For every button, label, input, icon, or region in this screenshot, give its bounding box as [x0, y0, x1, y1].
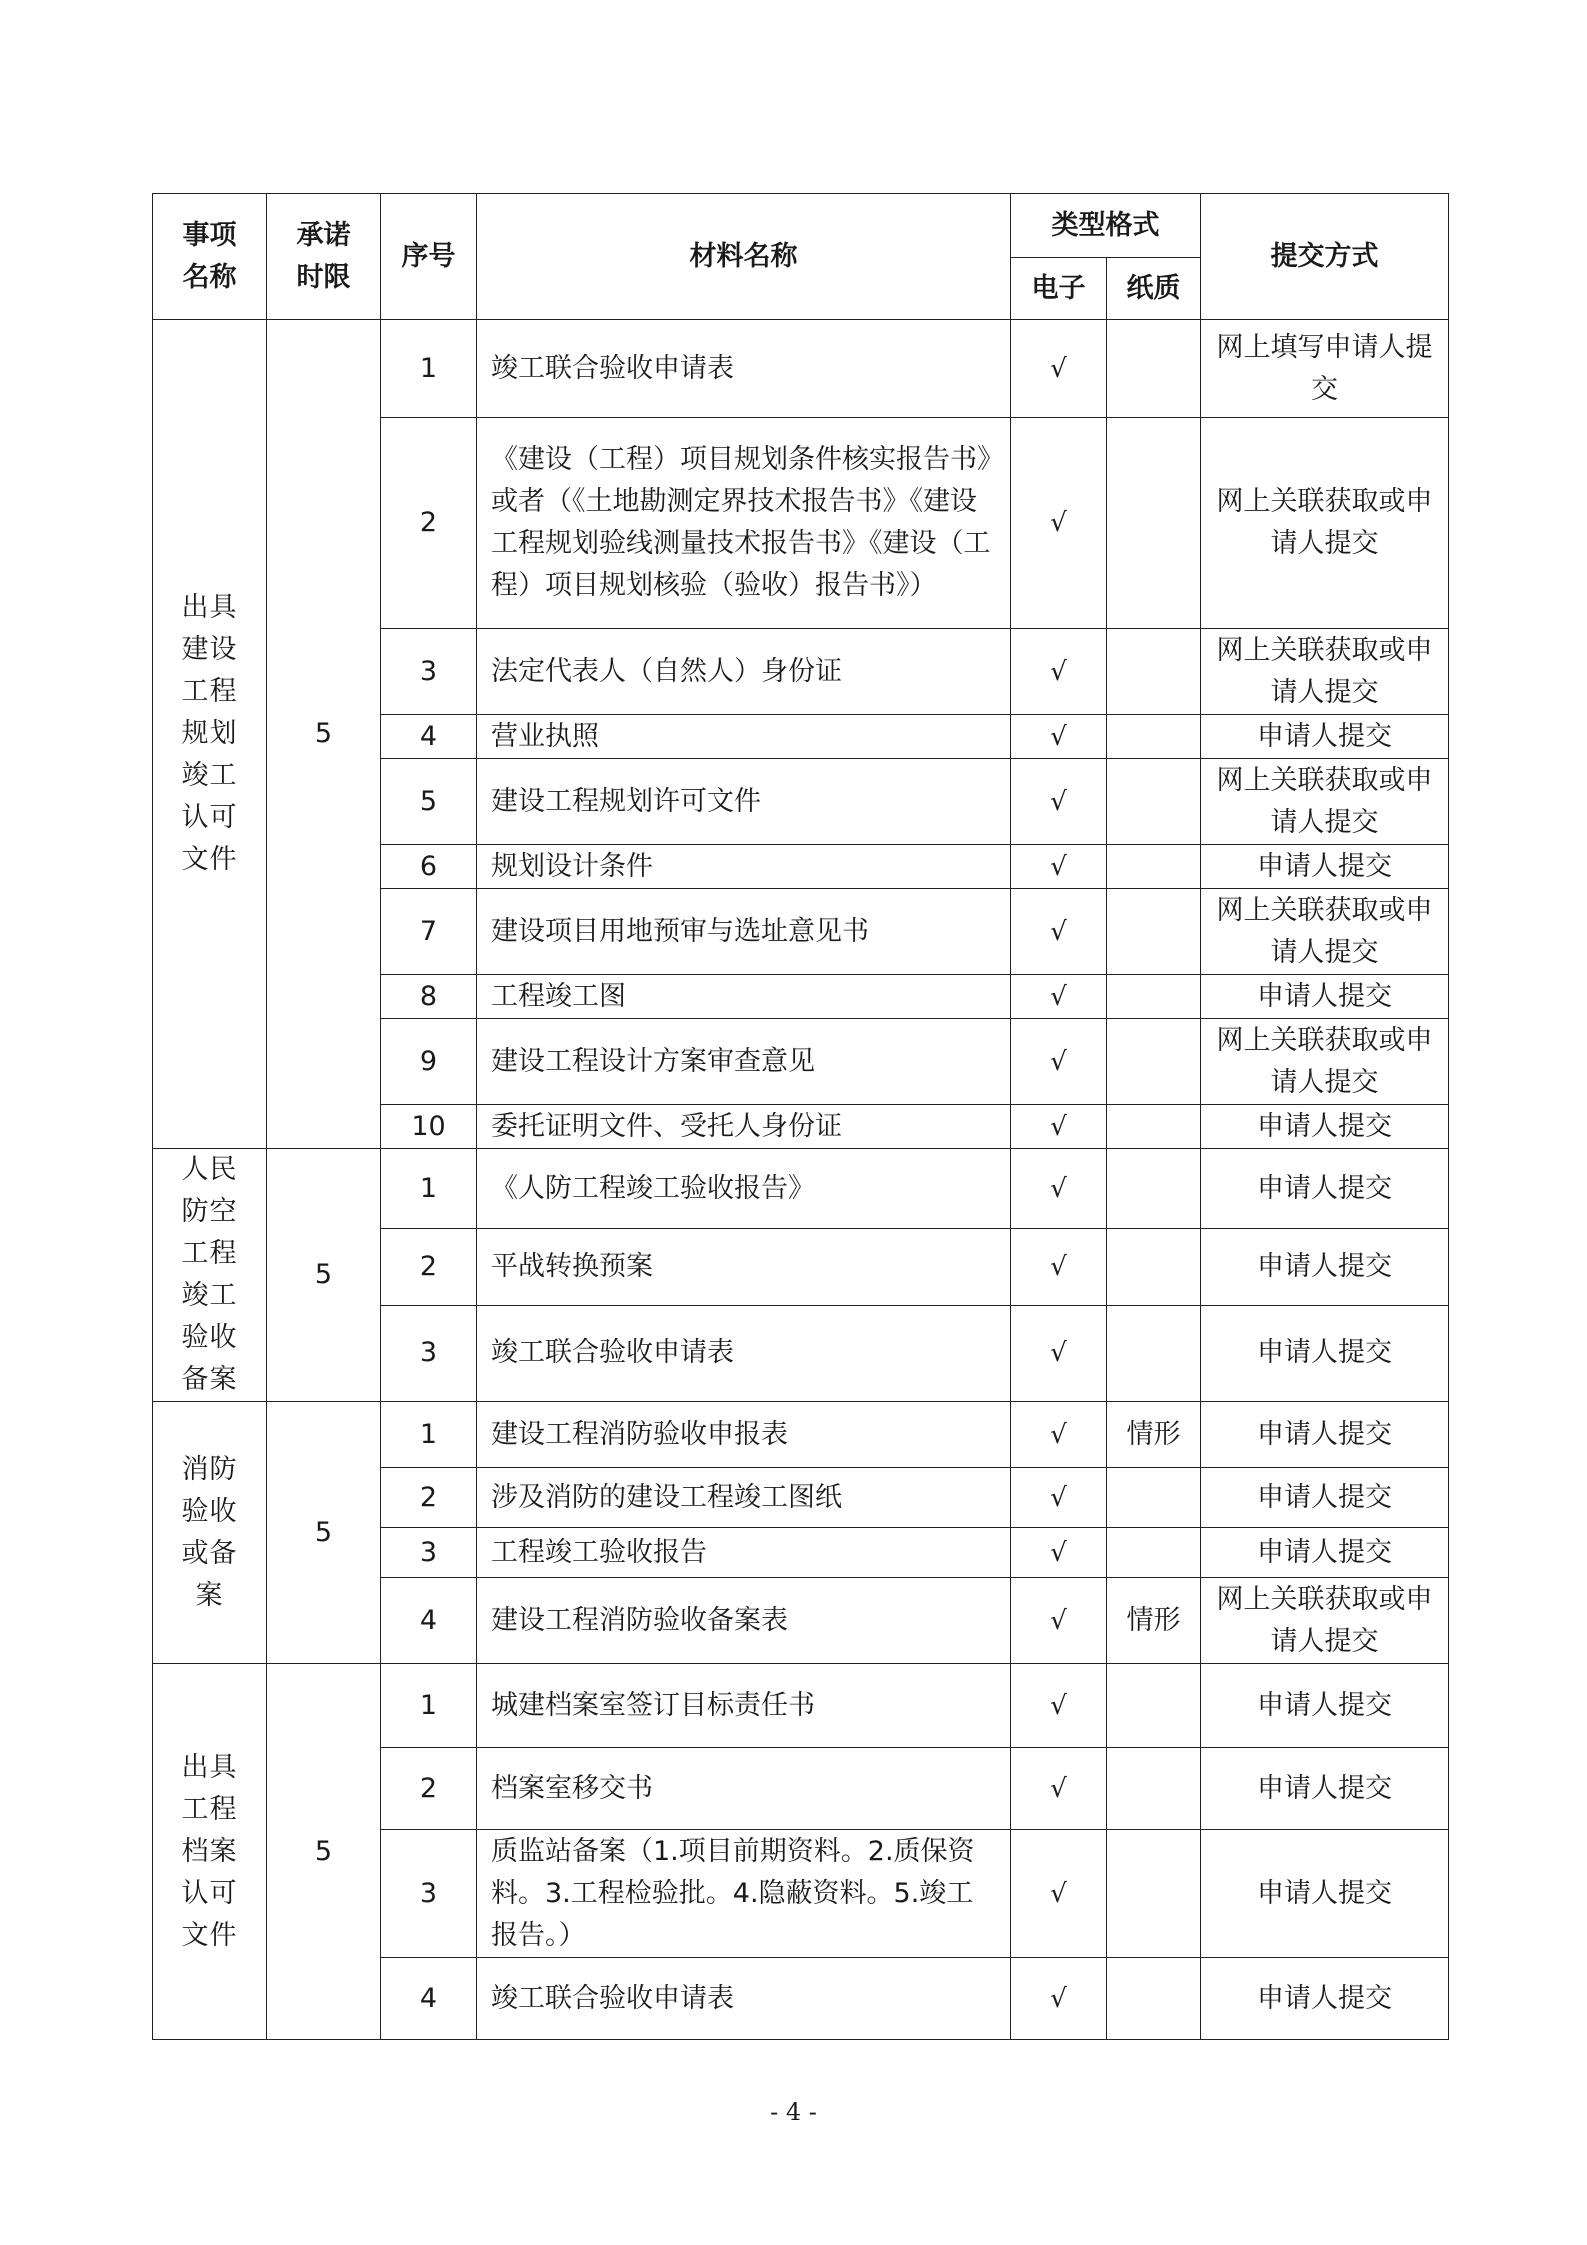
item-name: 消防验收或备案 [181, 1453, 238, 1611]
item-name-cell [153, 1664, 267, 2040]
electronic-check: √ [1011, 715, 1107, 759]
header-material: 材料名称 [477, 194, 1011, 320]
header-format: 类型格式 [1011, 194, 1201, 258]
seq-cell: 3 [381, 1830, 477, 1958]
paper-cell [1107, 1958, 1201, 2040]
paper-cell [1107, 975, 1201, 1019]
header-electronic: 电子 [1011, 258, 1107, 320]
seq-cell: 2 [381, 1229, 477, 1305]
paper-cell [1107, 629, 1201, 715]
item-name-cell [153, 320, 267, 1149]
seq-cell: 4 [381, 1578, 477, 1664]
paper-cell [1107, 1305, 1201, 1401]
paper-cell [1107, 1830, 1201, 1958]
material-cell: 营业执照 [477, 715, 1011, 759]
paper-cell: 情形 [1107, 1578, 1201, 1664]
submit-method-cell: 网上关联获取或申请人提交 [1201, 1578, 1449, 1664]
submit-method-cell: 网上关联获取或申请人提交 [1201, 889, 1449, 975]
header-paper: 纸质 [1107, 258, 1201, 320]
submit-method-cell: 网上关联获取或申请人提交 [1201, 629, 1449, 715]
item-name-cell [153, 1149, 267, 1402]
seq-cell: 7 [381, 889, 477, 975]
time-limit-cell: 5 [267, 1149, 381, 1402]
material-cell: 《建设（工程）项目规划条件核实报告书》或者（《土地勘测定界技术报告书》《建设工程规划验线测量技术报告书》《建设（工程）项目规划核验（验收）报告书》） [477, 418, 1011, 629]
electronic-check: √ [1011, 889, 1107, 975]
seq-cell: 3 [381, 629, 477, 715]
seq-cell: 2 [381, 1748, 477, 1830]
submit-method-cell: 申请人提交 [1201, 975, 1449, 1019]
electronic-check: √ [1011, 1958, 1107, 2040]
material-cell: 建设工程规划许可文件 [477, 759, 1011, 845]
paper-cell [1107, 845, 1201, 889]
seq-cell: 2 [381, 418, 477, 629]
paper-cell [1107, 1019, 1201, 1105]
item-name-cell [153, 1402, 267, 1664]
electronic-check: √ [1011, 975, 1107, 1019]
paper-cell [1107, 1664, 1201, 1748]
submit-method-cell: 网上关联获取或申请人提交 [1201, 418, 1449, 629]
paper-cell: 情形 [1107, 1402, 1201, 1468]
paper-cell [1107, 715, 1201, 759]
submit-method-cell: 申请人提交 [1201, 1958, 1449, 2040]
submit-method-cell: 申请人提交 [1201, 1748, 1449, 1830]
header-submit: 提交方式 [1201, 194, 1449, 320]
paper-cell [1107, 1528, 1201, 1578]
seq-cell: 9 [381, 1019, 477, 1105]
electronic-check: √ [1011, 1105, 1107, 1149]
paper-cell [1107, 1229, 1201, 1305]
paper-cell [1107, 320, 1201, 418]
material-cell: 竣工联合验收申请表 [477, 320, 1011, 418]
seq-cell: 3 [381, 1528, 477, 1578]
material-cell: 《人防工程竣工验收报告》 [477, 1149, 1011, 1229]
electronic-check: √ [1011, 418, 1107, 629]
item-name: 出具建设工程规划竣工认可文件 [181, 592, 238, 875]
time-limit-cell: 5 [267, 1402, 381, 1664]
material-cell: 工程竣工验收报告 [477, 1528, 1011, 1578]
seq-cell: 2 [381, 1468, 477, 1528]
material-cell: 竣工联合验收申请表 [477, 1305, 1011, 1401]
submit-method-cell: 申请人提交 [1201, 1528, 1449, 1578]
submit-method-cell: 申请人提交 [1201, 845, 1449, 889]
paper-cell [1107, 1748, 1201, 1830]
table-body [153, 320, 1449, 2040]
item-name: 出具工程档案认可文件 [181, 1751, 238, 1951]
submit-method-cell: 申请人提交 [1201, 1149, 1449, 1229]
material-cell: 建设工程消防验收备案表 [477, 1578, 1011, 1664]
electronic-check: √ [1011, 1664, 1107, 1748]
paper-cell [1107, 1105, 1201, 1149]
material-cell: 建设项目用地预审与选址意见书 [477, 889, 1011, 975]
material-cell: 竣工联合验收申请表 [477, 1958, 1011, 2040]
submit-method-cell: 申请人提交 [1201, 1229, 1449, 1305]
seq-cell: 1 [381, 1149, 477, 1229]
seq-cell: 8 [381, 975, 477, 1019]
electronic-check: √ [1011, 1748, 1107, 1830]
material-cell: 委托证明文件、受托人身份证 [477, 1105, 1011, 1149]
electronic-check: √ [1011, 1578, 1107, 1664]
header-time-limit: 承诺 时限 [267, 194, 381, 320]
electronic-check: √ [1011, 1830, 1107, 1958]
time-limit-cell: 5 [267, 320, 381, 1149]
item-name: 人民防空工程竣工验收备案 [181, 1154, 238, 1395]
electronic-check: √ [1011, 320, 1107, 418]
submit-method-cell: 网上填写申请人提交 [1201, 320, 1449, 418]
paper-cell [1107, 889, 1201, 975]
submit-method-cell: 申请人提交 [1201, 1105, 1449, 1149]
paper-cell [1107, 1468, 1201, 1528]
electronic-check: √ [1011, 629, 1107, 715]
seq-cell: 1 [381, 320, 477, 418]
table-row [153, 1149, 1449, 1229]
submit-method-cell: 申请人提交 [1201, 1664, 1449, 1748]
material-cell: 建设工程设计方案审查意见 [477, 1019, 1011, 1105]
table-row [153, 1402, 1449, 1468]
time-limit-cell: 5 [267, 1664, 381, 2040]
table-row [153, 1664, 1449, 1748]
electronic-check: √ [1011, 1019, 1107, 1105]
submit-method-cell: 申请人提交 [1201, 1468, 1449, 1528]
material-cell: 工程竣工图 [477, 975, 1011, 1019]
submit-method-cell: 申请人提交 [1201, 1402, 1449, 1468]
submit-method-cell: 申请人提交 [1201, 1830, 1449, 1958]
material-cell: 档案室移交书 [477, 1748, 1011, 1830]
page-number: - 4 - [770, 2098, 817, 2126]
electronic-check: √ [1011, 1528, 1107, 1578]
material-cell: 规划设计条件 [477, 845, 1011, 889]
seq-cell: 4 [381, 1958, 477, 2040]
seq-cell: 1 [381, 1664, 477, 1748]
material-cell: 涉及消防的建设工程竣工图纸 [477, 1468, 1011, 1528]
material-cell: 法定代表人（自然人）身份证 [477, 629, 1011, 715]
material-cell: 质监站备案（1.项目前期资料。2.质保资料。3.工程检验批。4.隐蔽资料。5.竣工报告。） [477, 1830, 1011, 1958]
paper-cell [1107, 759, 1201, 845]
electronic-check: √ [1011, 1468, 1107, 1528]
seq-cell: 10 [381, 1105, 477, 1149]
electronic-check: √ [1011, 845, 1107, 889]
seq-cell: 1 [381, 1402, 477, 1468]
electronic-check: √ [1011, 1305, 1107, 1401]
electronic-check: √ [1011, 1229, 1107, 1305]
seq-cell: 6 [381, 845, 477, 889]
table-row [153, 320, 1449, 418]
seq-cell: 4 [381, 715, 477, 759]
seq-cell: 5 [381, 759, 477, 845]
material-cell: 城建档案室签订目标责任书 [477, 1664, 1011, 1748]
submit-method-cell: 网上关联获取或申请人提交 [1201, 1019, 1449, 1105]
material-cell: 建设工程消防验收申报表 [477, 1402, 1011, 1468]
header-item-name: 事项 名称 [153, 194, 267, 320]
material-cell: 平战转换预案 [477, 1229, 1011, 1305]
seq-cell: 3 [381, 1305, 477, 1401]
electronic-check: √ [1011, 1149, 1107, 1229]
electronic-check: √ [1011, 759, 1107, 845]
electronic-check: √ [1011, 1402, 1107, 1468]
submit-method-cell: 申请人提交 [1201, 715, 1449, 759]
header-seq: 序号 [381, 194, 477, 320]
submit-method-cell: 网上关联获取或申请人提交 [1201, 759, 1449, 845]
paper-cell [1107, 1149, 1201, 1229]
paper-cell [1107, 418, 1201, 629]
materials-table [152, 193, 1449, 2040]
submit-method-cell: 申请人提交 [1201, 1305, 1449, 1401]
